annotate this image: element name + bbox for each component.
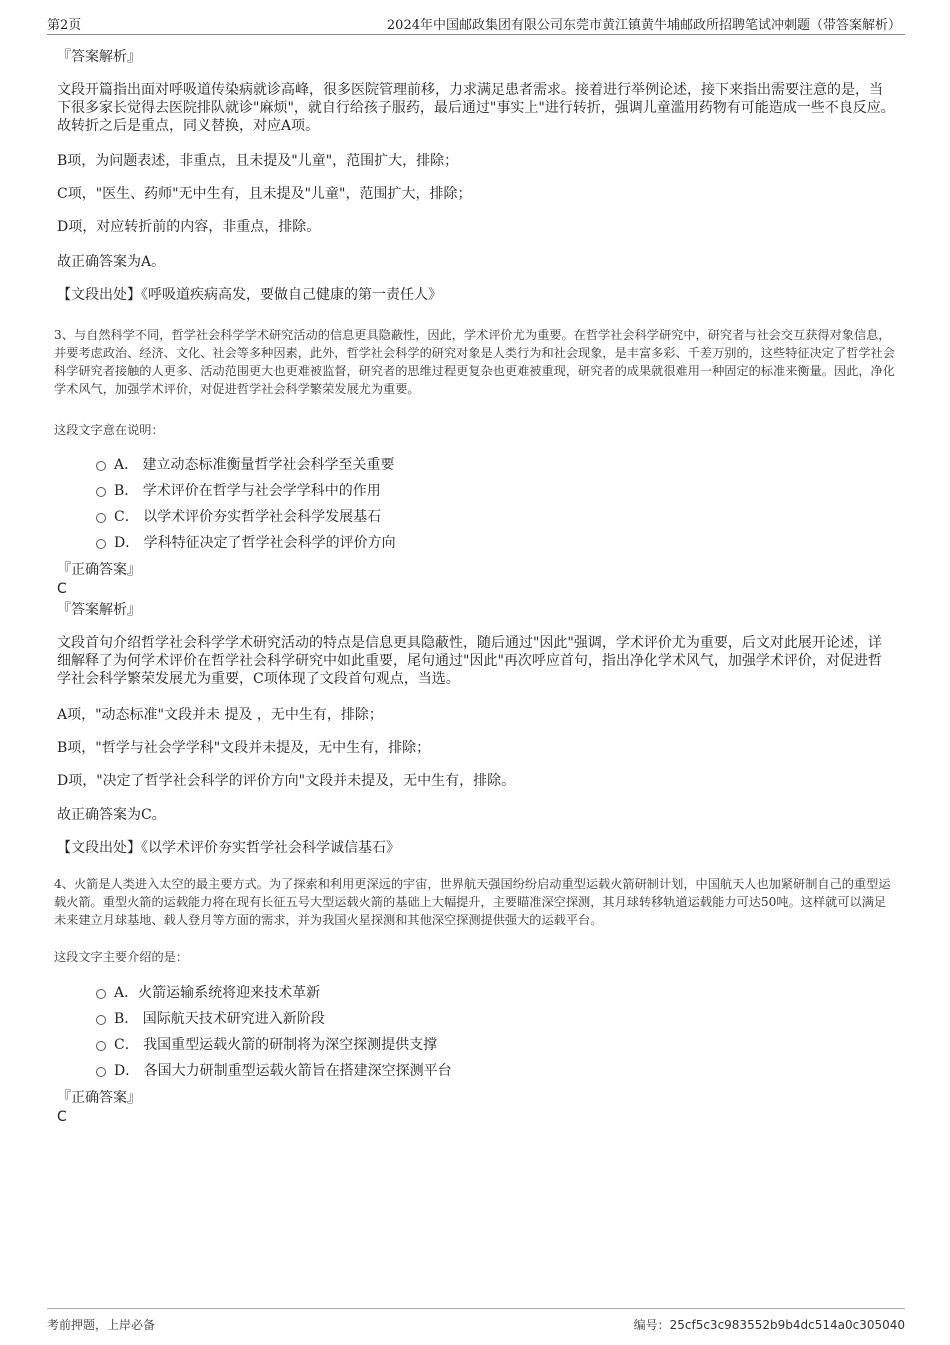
- q4-option-b-label: B． 国际航天技术研究进入新阶段: [114, 1011, 325, 1027]
- q4-question: 这段文字主要介绍的是：: [54, 950, 189, 964]
- q2-analysis-text: 文段开篇指出面对呼吸道传染病就诊高峰，很多医院管理前移，力求满足患者需求。接着进行举例论述，接下来指出需要注意的是，当下很多家长觉得去医院排队就诊"麻烦"，就自行给孩子服药，最后通过"事实上"进行转折，强调儿童滥用药物有可能造成一些不良反应。故转折之后是重点，同义替换，对应A项。: [57, 82, 895, 134]
- q3-correct-answer: C: [57, 581, 67, 597]
- q4-option-a[interactable]: [96, 984, 320, 1002]
- radio-icon[interactable]: [96, 989, 106, 999]
- q3-option-a-note: A项，"动态标准"文段并未 提及 ，无中生有，排除；: [57, 707, 383, 723]
- q3-option-c[interactable]: [96, 508, 381, 526]
- radio-icon[interactable]: [96, 1041, 106, 1051]
- q2-option-d-note: D项，对应转折前的内容，非重点，排除。: [57, 219, 321, 235]
- q2-source: 【文段出处】《呼吸道疾病高发，要做自己健康的第一责任人》: [57, 287, 442, 303]
- document-title: 2024年中国邮政集团有限公司东莞市黄江镇黄牛埔邮政所招聘笔试冲刺题（带答案解析）: [386, 18, 901, 33]
- q3-correct-label: 『正确答案』: [57, 562, 141, 578]
- q3-option-a-label: A． 建立动态标准衡量哲学社会科学至关重要: [114, 457, 395, 473]
- q3-option-d-note: D项，"决定了哲学社会科学的评价方向"文段并未提及，无中生有，排除。: [57, 773, 516, 789]
- radio-icon[interactable]: [96, 487, 106, 497]
- q3-analysis-label: 『答案解析』: [57, 602, 141, 618]
- q3-option-a[interactable]: [96, 456, 395, 474]
- q3-option-d[interactable]: [96, 534, 396, 552]
- q4-option-a-label: A．火箭运输系统将迎来技术革新: [114, 985, 321, 1001]
- radio-icon[interactable]: [96, 1015, 106, 1025]
- page-footer: [47, 1308, 905, 1339]
- radio-icon[interactable]: [96, 1067, 106, 1077]
- q3-analysis-text: 文段首句介绍哲学社会科学学术研究活动的特点是信息更具隐蔽性，随后通过"因此"强调，学术评价尤为重要，后文对此展开论述，详细解释了为何学术评价在哲学社会科学研究中如此重要，尾句通过"因此"再次呼应首句，指出净化学术风气，加强学术评价，对促进哲学社会科学繁荣发展尤为重要，C项体现了文段首句观点，当选。: [57, 635, 882, 687]
- q2-option-c-note: C项，"医生、药师"无中生有，且未提及"儿童"，范围扩大，排除；: [57, 186, 472, 202]
- q2-option-b-note: B项，为问题表述，非重点，且未提及"儿童"，范围扩大，排除；: [57, 153, 459, 169]
- page-number: 第2页: [47, 18, 82, 33]
- q3-stem: 3、与自然科学不同，哲学社会科学学术研究活动的信息更具隐蔽性，因此，学术评价尤为重要。在哲学社会科学研究中，研究者与社会交互获得对象信息，并要考虑政治、经济、文化、社会等多种因素，此外，哲学社会科学的研究对象是人类行为和社会现象，是丰富多彩、千差万别的，这些特征决定了哲学社会科学研究者接触的人更多、活动范围更大也更难被监督，研究者的思维过程更复杂也更难被重现，研究者的成果就很难用一种固定的标准来衡量。因此，净化学术风气，加强学术评价，对促进哲学社会科学繁荣发展尤为重要。: [54, 328, 895, 396]
- q3-option-b[interactable]: [96, 482, 381, 500]
- footer-code-value: 25cf5c3c983552b9b4dc514a0c305040: [669, 1318, 905, 1332]
- footer-slogan: 考前押题，上岸必备: [47, 1318, 156, 1332]
- q3-question: 这段文字意在说明：: [54, 423, 164, 437]
- q4-option-d[interactable]: [96, 1062, 452, 1080]
- radio-icon[interactable]: [96, 539, 106, 549]
- footer-code-label: 编号：: [633, 1318, 670, 1332]
- q4-option-d-label: D． 各国大力研制重型运载火箭旨在搭建深空探测平台: [114, 1063, 452, 1079]
- q2-final-answer: 故正确答案为A。: [57, 254, 166, 270]
- q4-correct-label: 『正确答案』: [57, 1090, 141, 1106]
- q4-stem: 4、火箭是人类进入太空的最主要方式。为了探索和利用更深远的宇宙，世界航天强国纷纷启动重型运载火箭研制计划，中国航天人也加紧研制自己的重型运载火箭。重型火箭的运载能力将在现有长征五号大型运载火箭的基础上大幅提升，主要瞄准深空探测，其月球转移轨道运载能力可达50吨。这样就可以满足未来建立月球基地、载人登月等方面的需求，并为我国火星探测和其他深空探测提供强大的运载平台。: [54, 877, 891, 927]
- q4-correct-answer: C: [57, 1109, 67, 1125]
- q3-option-b-label: B． 学术评价在哲学与社会学学科中的作用: [114, 483, 381, 499]
- page-header: [47, 10, 905, 35]
- q2-analysis-label: 『答案解析』: [57, 49, 141, 65]
- q4-option-c-label: C． 我国重型运载火箭的研制将为深空探测提供支撑: [114, 1037, 438, 1053]
- q3-option-c-label: C． 以学术评价夯实哲学社会科学发展基石: [114, 509, 382, 525]
- footer-code: [634, 1316, 905, 1333]
- q3-source: 【文段出处】《以学术评价夯实哲学社会科学诚信基石》: [57, 840, 400, 856]
- q4-option-c[interactable]: [96, 1036, 437, 1054]
- q3-final-answer: 故正确答案为C。: [57, 807, 166, 823]
- radio-icon[interactable]: [96, 461, 106, 471]
- q3-option-b-note: B项，"哲学与社会学学科"文段并未提及，无中生有，排除；: [57, 740, 431, 756]
- q3-option-d-label: D． 学科特征决定了哲学社会科学的评价方向: [114, 535, 396, 551]
- radio-icon[interactable]: [96, 513, 106, 523]
- q4-option-b[interactable]: [96, 1010, 325, 1028]
